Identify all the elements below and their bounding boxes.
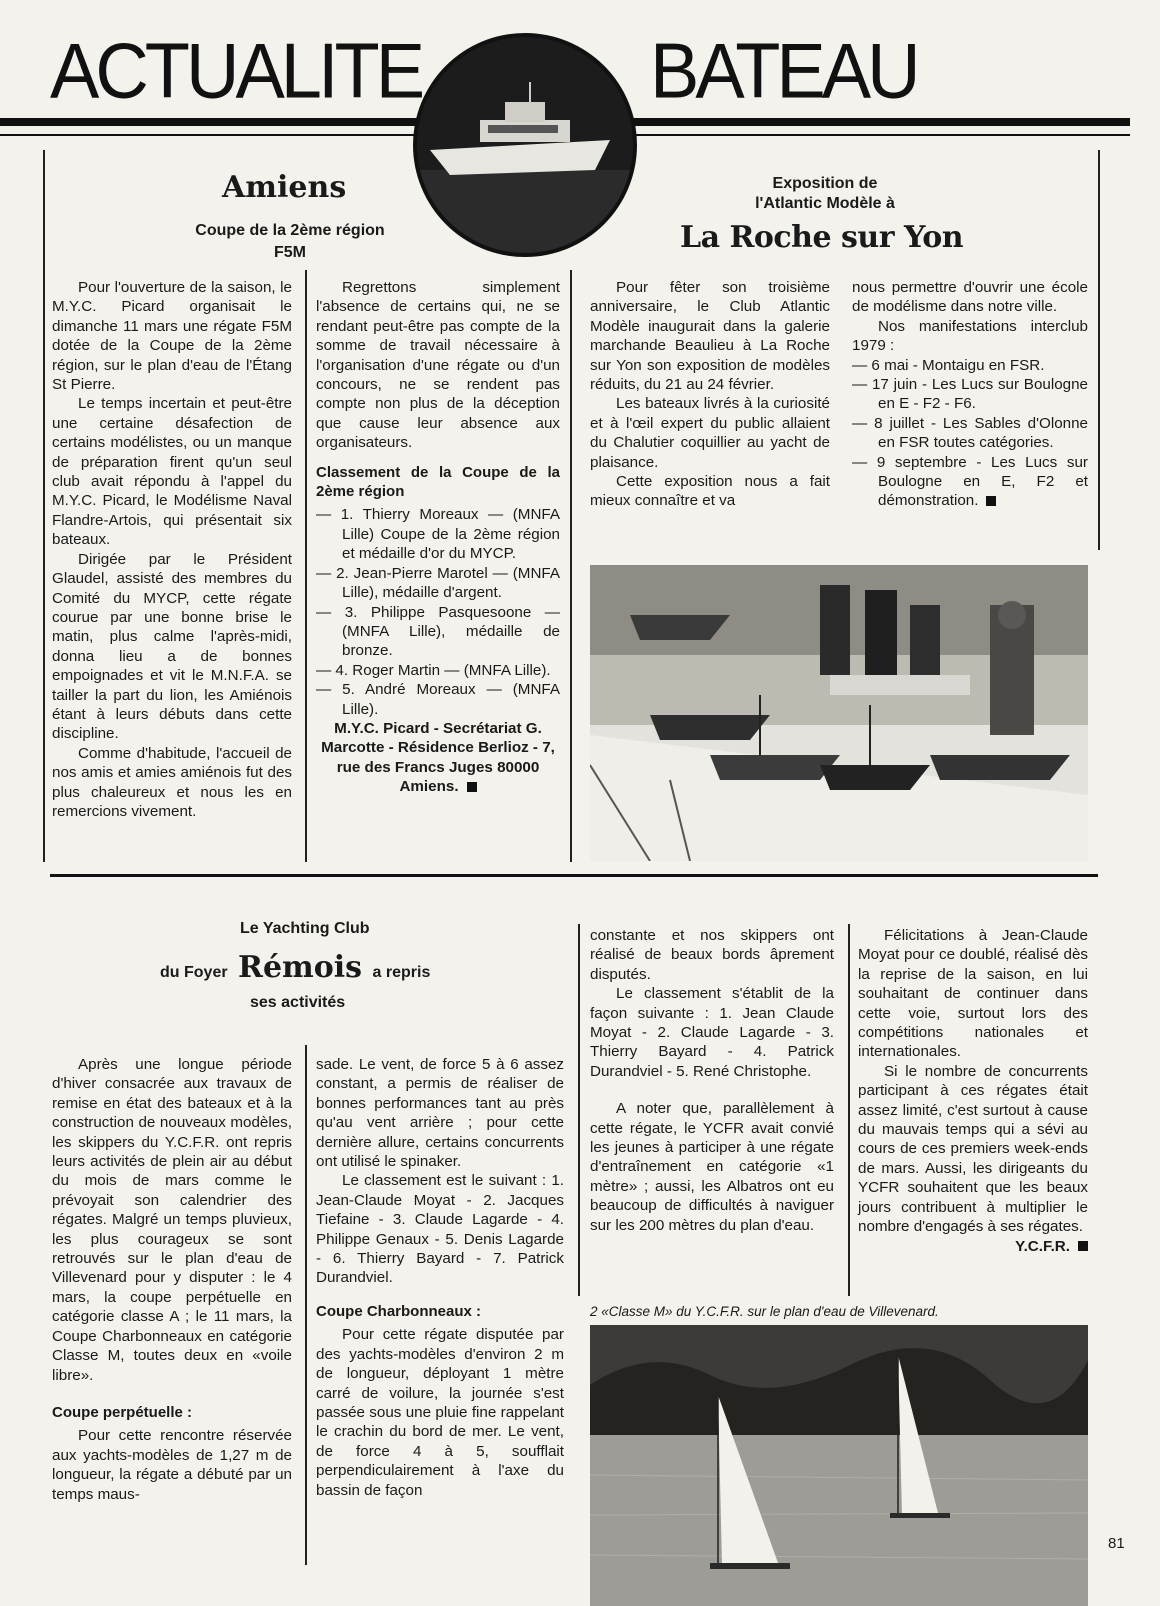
paragraph: Félicitations à Jean-Claude Moyat pour ce doublé, réalisé dès la reprise de la saison, en lui souhaitant de continuer dans cette voie, surtout lors des compétitions nationales et internationales. <box>858 927 1088 1061</box>
paragraph: A noter que, parallèlement à cette régate, le YCFR avait convié les jeunes à participer à une régate d'entraînement en catégorie «1 mètre» ; aussi, les Albatros ont eu beaucoup de difficultés à naviguer sur les 200 mètres du plan d'eau. <box>590 1100 834 1234</box>
paragraph: Après une longue période d'hiver consacrée aux travaux de remise en état des bateaux et à la construction de nouveaux modèles, les skippers du Y.C.F.R. ont repris leurs activités de plein air au début du mois de mars comme le prévoyait son calendrier des régates. Malgré un temps pluvieux, les plus courageux se sont retrouvés sur le plan d'eau de Villevenard pour y disputer : le 4 mars, la coupe perpétuelle en catégorie classe A ; le 11 mars, la Coupe Charbonneaux en catégorie Classe M, toutes deux en «voile libre». <box>52 1056 292 1384</box>
end-mark-icon <box>1078 1241 1088 1251</box>
remois-line2-pre: du Foyer <box>160 964 228 981</box>
header-right-word: BATEAU <box>650 26 917 115</box>
remois-line3: ses activités <box>250 994 346 1011</box>
end-mark-icon <box>986 496 996 506</box>
remois-col4 <box>858 926 1088 1256</box>
paragraph: constante et nos skippers ont réalisé de beaux bords âprement disputés. <box>590 927 834 983</box>
amiens-col1 <box>52 278 292 821</box>
header-left-word: ACTUALITE <box>50 26 422 115</box>
roche-kicker: Exposition de l'Atlantic Modèle à <box>755 175 895 212</box>
list-item: — 3. Philippe Pasquesoone — (MNFA Lille), médaille de bronze. <box>316 603 560 660</box>
list-item-text: — 9 septembre - Les Lucs sur Boulogne en E, F2 et démonstration. <box>852 453 1088 510</box>
frame-left <box>43 150 45 862</box>
page-number: 81 <box>1108 1535 1125 1552</box>
remois-col-divider <box>578 924 580 1296</box>
remois-title: Rémois <box>238 950 363 985</box>
list-item: — 4. Roger Martin — (MNFA Lille). <box>316 661 551 679</box>
sailboats-photo <box>590 1325 1088 1606</box>
paragraph: Pour cette rencontre réservée aux yachts-modèles de 1,27 m de longueur, la régate a débuté par un temps maus- <box>52 1427 292 1503</box>
remois-line2-post: a repris <box>372 964 431 981</box>
list-item: — 2. Jean-Pierre Marotel — (MNFA Lille), médaille d'argent. <box>316 564 560 602</box>
exhibition-photo <box>590 565 1088 861</box>
paragraph: Cette exposition nous a fait mieux connaître et va <box>590 473 830 510</box>
paragraph: Pour cette régate disputée par des yachts-modèles d'environ 2 m de longueur, déployant 1 mètre carré de voilure, la journée s'est passée sous une pluie fine rappelant le crachin du bord de mer. Le vent, de force 4 à 5, soufflait perpendiculairement à l'axe du bassin de façon <box>316 1326 564 1499</box>
amiens-title: Amiens <box>222 170 347 205</box>
amiens-col-divider <box>305 270 307 862</box>
photo-caption: 2 «Classe M» du Y.C.F.R. sur le plan d'eau de Villevenard. <box>590 1304 939 1319</box>
list-item: — 5. André Moreaux — (MNFA Lille). <box>316 681 560 718</box>
list-item: — 6 mai - Montaigu en FSR. <box>852 356 1045 374</box>
end-mark-icon <box>467 782 477 792</box>
paragraph: nous permettre d'ouvrir une école de modélisme dans notre ville. <box>852 279 1088 316</box>
remois-col-divider <box>848 924 850 1296</box>
frame-right <box>1098 150 1100 550</box>
list-item: — 17 juin - Les Lucs sur Boulogne en E - F2 - F6. <box>852 376 1088 413</box>
paragraph: Le classement est le suivant : 1. Jean-Claude Moyat - 2. Jacques Tiefaine - 3. Claude Lagarde - 4. Philippe Genaux - 5. Denis Lagarde - 6. Thierry Bayard - 7. Patrick Durandviel. <box>316 1172 564 1287</box>
amiens-subtitle: Coupe de la 2ème région F5M <box>195 222 385 261</box>
remois-line1: Le Yachting Club <box>240 920 370 937</box>
mid-rule <box>50 874 1098 877</box>
paragraph: Nos manifestations interclub 1979 : <box>852 317 1088 355</box>
roche-title: La Roche sur Yon <box>680 220 964 255</box>
remois-col3 <box>590 926 834 1235</box>
charb-heading: Coupe Charbonneaux : <box>316 1302 482 1320</box>
list-item <box>852 453 1088 511</box>
remois-col1 <box>52 1055 292 1504</box>
classement-list <box>316 505 560 718</box>
paragraph: Le classement s'établit de la façon suivante : 1. Jean Claude Moyat - 2. Claude Lagarde - 3. Thierry Bayard - 4. Patrick Durandviel - 5. René Christophe. <box>590 985 834 1080</box>
paragraph: Pour fêter son troisième anniversaire, le Club Atlantic Modèle inaugurait dans la galerie marchande Beaulieu à La Roche sur Yon son exposition de modèles réduits, du 21 au 24 février. <box>590 279 830 394</box>
header-rule-left <box>0 118 420 126</box>
section-divider <box>570 270 572 862</box>
paragraph: Le temps incertain et peut-être une certaine désafection de certains modélistes, ou un manque de préparation firent qu'un seul club avait répondu à l'appel du M.Y.C. Picard, le Modélisme Naval Flandre-Artois, qui présentait six bateaux. <box>52 395 292 549</box>
remois-col2 <box>316 1055 564 1500</box>
remois-col-divider <box>305 1045 307 1565</box>
classement-heading: Classement de la Coupe de la 2ème région <box>316 463 560 501</box>
paragraph: Pour l'ouverture de la saison, le M.Y.C. Picard organisait le dimanche 11 mars une régate F5M dotée de la Coupe de la 2ème région, sur le plan d'eau de l'Étang St Pierre. <box>52 279 292 394</box>
paragraph: Regrettons simplement l'absence de certains qui, ne se rendant peut-être pas compte de la somme de travail nécessaire à l'organisation d'une régate ou d'un concours, ne se rendent pas compte non plus de la déception que cause leur absence aux organisateurs. <box>316 279 560 452</box>
header-rule-thin-left <box>0 134 420 136</box>
list-item: — 1. Thierry Moreaux — (MNFA Lille) Coupe de la 2ème région et médaille d'or du MYCP. <box>316 506 560 563</box>
remois-signature: Y.C.F.R. <box>1015 1237 1070 1255</box>
amiens-col2 <box>316 278 560 797</box>
remois-line2 <box>160 950 430 985</box>
paragraph: Les bateaux livrés à la curiosité et à l'œil expert du public allaient du Chalutier coquillier au yacht de plaisance. <box>590 395 830 471</box>
paragraph: Si le nombre de concurrents participant à ces régates était assez limité, c'est surtout à cause du mauvais temps qui a sévi au cours de ces premiers week-ends de mars. Aussi, les dirigeants du YCFR souhaitent que les beaux jours contribuent à multiplier le nombre d'engagés à ses régates. <box>858 1062 1088 1236</box>
paragraph: sade. Le vent, de force 5 à 6 assez constant, a permis de réaliser de bonnes performances tant au près qu'au vent arrière ; pour cette dernière allure, certains concurrents ont utilisé le spinaker. <box>316 1056 564 1171</box>
amiens-contact: M.Y.C. Picard - Secrétariat G. Marcotte - Résidence Berlioz - 7, rue des Francs Juges 80000 Amiens. <box>321 719 555 796</box>
roche-col2 <box>852 278 1088 511</box>
header-boat-photo <box>410 30 640 260</box>
header-rule-right <box>630 118 1130 126</box>
perp-heading: Coupe perpétuelle : <box>52 1403 193 1421</box>
paragraph: Comme d'habitude, l'accueil de nos amis et amies amiénois fut des plus chaleureux et nous les en remercions vivement. <box>52 744 292 820</box>
roche-col1 <box>590 278 830 511</box>
paragraph: Dirigée par le Président Glaudel, assisté des membres du Comité du MYCP, cette régate courue par une bonne brise le matin, plus calme l'après-midi, donna lieu a de bonnes empoignades et vit le M.N.F.A. se tailler la part du lion, les Amiénois étant à leurs débuts dans cette discipline. <box>52 550 292 743</box>
manif-list <box>852 356 1088 511</box>
header-rule-thin-right <box>630 134 1130 136</box>
list-item: — 8 juillet - Les Sables d'Olonne en FSR toutes catégories. <box>852 414 1088 452</box>
